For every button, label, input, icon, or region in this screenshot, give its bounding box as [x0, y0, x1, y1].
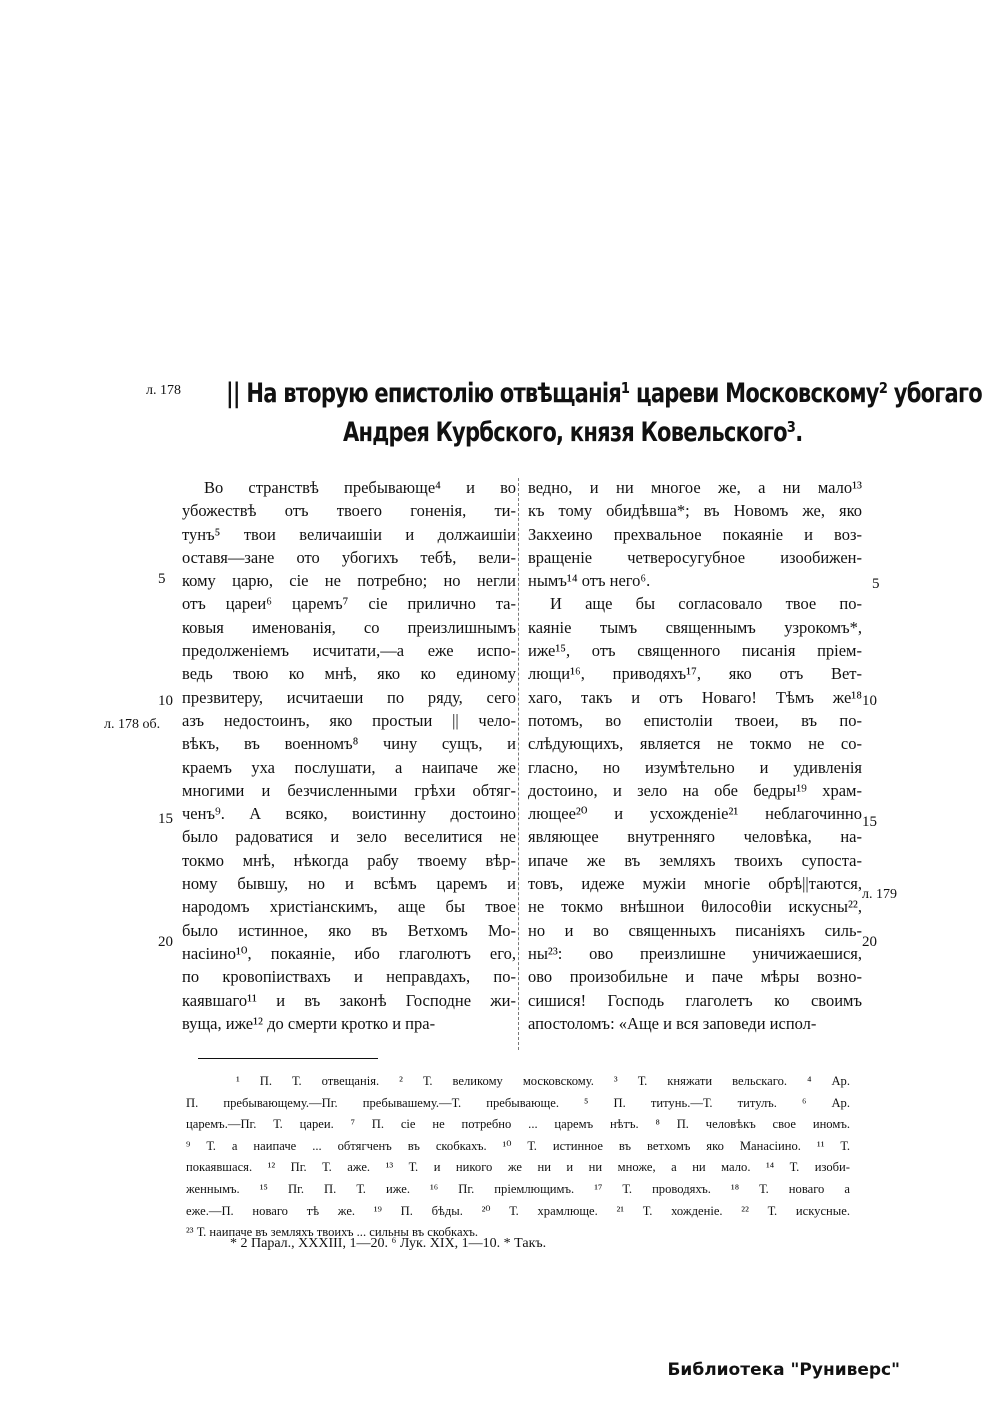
line-number-left-20: 20	[158, 934, 173, 950]
leaf-note-179: л. 179	[862, 887, 897, 902]
line-number-right-20: 20	[862, 934, 877, 950]
title-line-2: Андрея Курбского, князя Ковельского³.	[343, 417, 803, 448]
leaf-note-178: л. 178	[146, 383, 181, 398]
text-line: каяніе тымъ священнымъ узрокомъ*,	[528, 617, 862, 637]
text-line: гласно, но изумѣтельно и удивленія	[528, 757, 862, 777]
line-number-left-10: 10	[158, 693, 173, 709]
text-line: ному бывшу, но и всѣмъ царемъ и	[182, 874, 516, 894]
text-line: оставя—зане ото убогихъ тебѣ, вели-	[182, 547, 516, 567]
text-line: кому царю, сіе не потребно; но негли	[182, 571, 516, 591]
footnote-line: женнымъ. ¹⁵ Пг. П. Т. иже. ¹⁶ Пг. пріемлющимъ. ¹⁷ Т. проводяхъ. ¹⁸ Т. новаго а	[186, 1181, 850, 1196]
text-line: краемъ уха послушати, а наипаче же	[182, 757, 516, 777]
line-number-left-5: 5	[158, 571, 166, 587]
footnote-line: царемъ.—Пг. Т. цареи. ⁷ П. сіе не потребно ... царемъ нѣтъ. ⁸ П. человѣкъ свое иномъ.	[186, 1117, 850, 1132]
line-number-right-15: 15	[862, 814, 877, 830]
text-line: каявшаго¹¹ и въ законѣ Господне жи-	[182, 990, 516, 1010]
title-line-1: || На вторую епистолію отвѣщанія¹ цареви Московскому² убогаго	[226, 378, 982, 409]
footnote-line: покаявшася. ¹² Пг. Т. аже. ¹³ Т. и никого же ни и ни множе, а ни мало. ¹⁴ Т. изоби-	[186, 1160, 850, 1175]
left-text-column	[182, 476, 516, 1035]
text-line: достоино, и зело на обе бедры¹⁹ храм-	[528, 780, 862, 800]
footnote-separator	[198, 1058, 378, 1059]
text-line: азъ недостоинъ, яко простыи || чело-	[182, 710, 516, 730]
right-text-column	[528, 476, 862, 1035]
footnote-line: ²³ Т. наипаче въ земляхъ твоихъ ... сильны въ скобкахъ.	[186, 1225, 479, 1240]
footnote-line: П. пребывающему.—Пг. пребывашему.—Т. пребывающе. ⁵ П. титунь.—Т. титулъ. ⁶ Ар.	[186, 1095, 850, 1110]
text-line: ведь твою ко мнѣ, яко ко единому	[182, 664, 516, 684]
text-line: было истинное, яко въ Ветхомъ Мо-	[182, 920, 516, 940]
text-line: лющее²⁰ и усхожденіе²¹ неблагочинно	[528, 804, 862, 824]
text-line: Во странствѣ пребывающе⁴ и во	[204, 478, 516, 497]
text-line: ово произобильне и паче мѣры возно-	[528, 967, 862, 987]
text-line: сишися! Господь глаголетъ ко своимъ	[528, 990, 862, 1010]
footnote-line: ¹ П. Т. отвещанія. ² Т. великому московскому. ³ Т. княжати вельскаго. ⁴ Ар.	[236, 1074, 850, 1088]
text-line: было радоватися и зело веселитися не	[182, 827, 516, 847]
text-line: товъ, идеже мужіи многіе обрѣ||таются,	[528, 874, 862, 894]
text-line: но и во священныхъ писаніяхъ силь-	[528, 920, 862, 940]
text-line: отъ цареи⁶ царемъ⁷ сіе прилично та-	[182, 594, 516, 614]
text-line: являющее внутренняго человѣка, на-	[528, 827, 862, 847]
text-line: Закхеино прехвальное покаяніе и воз-	[528, 524, 862, 544]
text-line: слѣдующихъ, является не токмо не со-	[528, 734, 862, 754]
text-line: токмо мнѣ, нѣкогда рабу твоему вѣр-	[182, 850, 516, 870]
footnote-line: еже.—П. новаго тѣ же. ¹⁹ П. бѣды. ²⁰ Т. храмлюще. ²¹ Т. хожденіе. ²² Т. искусные.	[186, 1203, 850, 1218]
line-number-right-10: 10	[862, 693, 877, 709]
text-line: ковыя именованія, со преизлишнымъ	[182, 617, 516, 637]
text-line: вѣкъ, въ военномъ⁸ чину сущъ, и	[182, 734, 516, 754]
text-line: ипаче же въ земляхъ твоихъ супоста-	[528, 850, 862, 870]
text-line: потомъ, во епистоліи твоеи, въ по-	[528, 710, 862, 730]
text-line: насіино¹⁰, покаяніе, ибо глаголютъ его,	[182, 943, 516, 963]
footnote-line: ⁹ Т. а наипаче ... обтягченъ въ скобкахъ. ¹⁰ Т. истинное въ ветхомъ яко Манасіино. ¹¹ Т.	[186, 1138, 850, 1153]
footnotes	[186, 1071, 850, 1244]
column-divider	[518, 478, 519, 1050]
text-line: хаго, такъ и отъ Новаго! Тѣмъ же¹⁸	[528, 687, 862, 707]
text-line: ведно, и ни многое же, а ни мало¹³	[528, 478, 862, 497]
text-line: вращеніе четверосугубное изообижен-	[528, 547, 862, 567]
text-line: тунъ⁵ твои величаишіи и должаишіи	[182, 524, 516, 544]
line-number-right-5: 5	[872, 576, 880, 592]
line-number-left-15: 15	[158, 811, 173, 827]
leaf-note-178-verso: л. 178 об.	[104, 717, 161, 732]
text-line: нымъ¹⁴ отъ него⁶.	[528, 571, 651, 591]
text-line: убожествѣ отъ твоего гоненія, ти-	[182, 501, 516, 521]
text-line: И аще бы согласовало твое по-	[550, 594, 862, 614]
source-references: * 2 Парал., XXXIII, 1—20. ⁶ Лук. XIX, 1—10. * Такъ.	[230, 1236, 547, 1251]
text-line: вуща, иже¹² до смерти кротко и пра-	[182, 1013, 436, 1033]
text-line: предолженіемъ исчитати,—а еже испо-	[182, 641, 516, 661]
text-line: ны²³: ово преизлишне уничижаешися,	[528, 943, 862, 963]
library-label: Библиотека "Руниверс"	[667, 1360, 900, 1380]
text-line: презвитеру, исчитаеши по ряду, сего	[182, 687, 516, 707]
text-line: къ тому обидѣвша*; въ Новомъ же, яко	[528, 501, 862, 521]
text-line: многими и безчисленными грѣхи обтяг-	[182, 780, 516, 800]
text-line: лющи¹⁶, приводяхъ¹⁷, яко отъ Вет-	[528, 664, 862, 684]
text-line: не токмо внѣшнои θилосоθіи искусны²²,	[528, 897, 862, 917]
text-line: апостоломъ: «Аще и вся заповеди испол-	[528, 1013, 817, 1033]
text-line: по кровопіиствахъ и неправдахъ, по-	[182, 967, 516, 987]
text-line: иже¹⁵, отъ священного писанія пріем-	[528, 641, 862, 661]
text-line: народомъ христіанскимъ, аще бы твое	[182, 897, 516, 917]
text-line: ченъ⁹. А всяко, воистинну достоино	[182, 804, 516, 824]
